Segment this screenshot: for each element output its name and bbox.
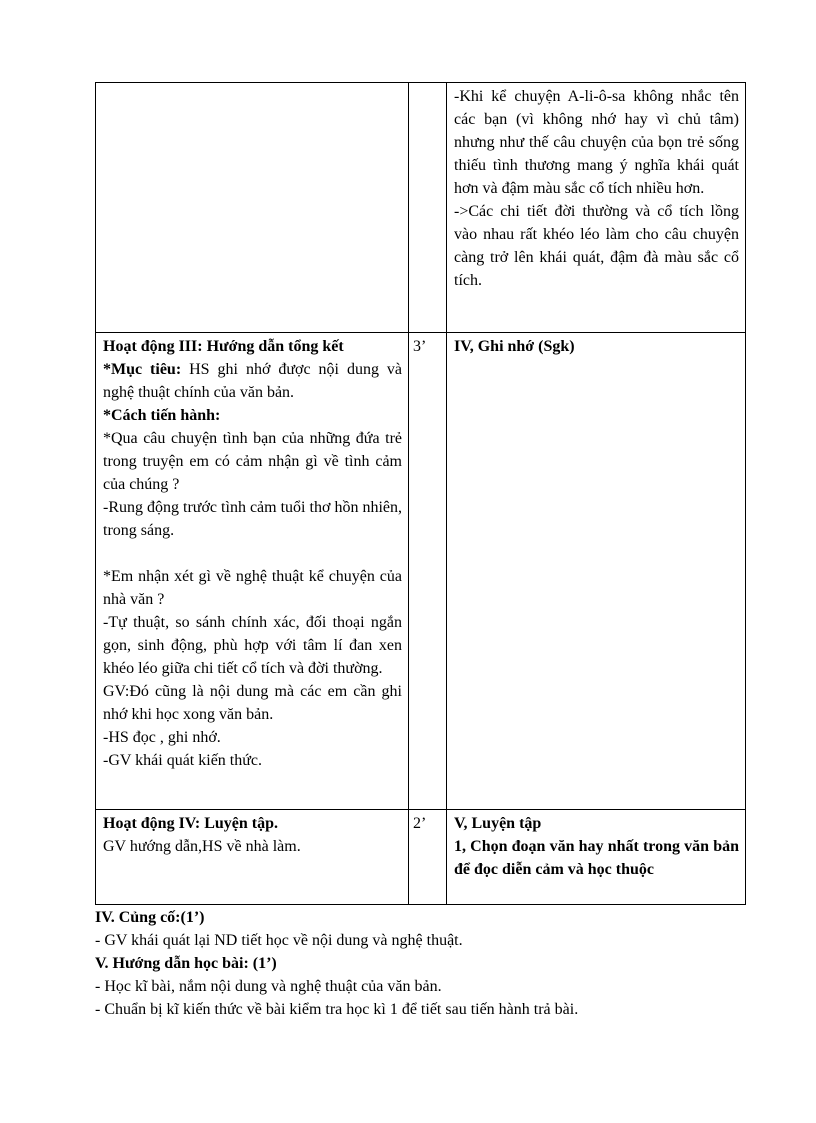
guide-item: - Chuẩn bị kĩ kiến thức về bài kiểm tra học kì 1 để tiết sau tiến hành trả bài.	[95, 1001, 579, 1018]
section-title: V, Luyện tập	[454, 815, 542, 832]
lesson-plan-table	[95, 82, 746, 905]
consolidate-text: - GV khái quát lại ND tiết học về nội dung và nghệ thuật.	[95, 932, 463, 949]
activity-cell	[96, 810, 409, 905]
question: *Qua câu chuyện tình bạn của những đứa trẻ trong truyện em có cảm nhận gì về tình cảm của chúng ?	[103, 430, 402, 493]
activity-cell	[96, 83, 409, 333]
student-note: -HS đọc , ghi nhớ.	[103, 729, 221, 746]
guide-title: V. Hướng dẫn học bài: (1’)	[95, 955, 277, 972]
table-row	[96, 810, 746, 905]
content-cell	[447, 83, 746, 333]
time-cell	[409, 333, 447, 810]
content-cell	[447, 333, 746, 810]
lesson-footer	[95, 906, 775, 1021]
table-row	[96, 333, 746, 810]
activity-heading: Hoạt động IV: Luyện tập.	[103, 815, 279, 832]
activity-text: GV hướng dẫn,HS về nhà làm.	[103, 838, 301, 855]
teacher-note: GV:Đó cũng là nội dung mà các em cần ghi nhớ khi học xong văn bản.	[103, 683, 402, 723]
question: *Em nhận xét gì về nghệ thuật kể chuyện của nhà văn ?	[103, 568, 402, 608]
goal-label: *Mục tiêu:	[103, 361, 182, 378]
content-paragraph: ->Các chi tiết đời thường và cổ tích lồng vào nhau rất khéo léo làm cho câu chuyện càng trở lên khái quát, đậm đà màu sắc cổ tích.	[454, 203, 739, 289]
content-cell	[447, 810, 746, 905]
answer: -Tự thuật, so sánh chính xác, đối thoại ngắn gọn, sinh động, phù hợp với tâm lí đan xen khéo léo giữa chi tiết cổ tích và đời thường.	[103, 614, 402, 677]
method-label: *Cách tiến hành:	[103, 407, 221, 424]
goal-line	[103, 358, 402, 404]
activity-heading: Hoạt động III: Hướng dẫn tổng kết	[103, 338, 344, 355]
time-value: 3’	[413, 338, 427, 355]
time-value: 2’	[413, 815, 427, 832]
activity-cell	[96, 333, 409, 810]
content-paragraph: -Khi kể chuyện A-li-ô-sa không nhắc tên các bạn (vì không nhớ hay vì chủ tâm) nhưng như thế câu chuyện của bọn trẻ sống thiếu tình thương mang ý nghĩa khái quát hơn và đậm màu sắc cổ tích nhiều hơn.	[454, 88, 739, 197]
teacher-note: -GV khái quát kiến thức.	[103, 752, 263, 769]
guide-item: - Học kĩ bài, nắm nội dung và nghệ thuật của văn bản.	[95, 978, 442, 995]
answer: -Rung động trước tình cảm tuổi thơ hồn nhiên, trong sáng.	[103, 499, 402, 539]
time-cell	[409, 810, 447, 905]
table-row	[96, 83, 746, 333]
exercise-item: 1, Chọn đoạn văn hay nhất trong văn bản để đọc diễn cảm và học thuộc	[454, 838, 739, 878]
goal-text: HS ghi nhớ được nội dung và nghệ thuật chính của văn bản.	[103, 361, 403, 401]
section-title: IV, Ghi nhớ (Sgk)	[454, 338, 575, 355]
consolidate-title: IV. Củng cố:(1’)	[95, 909, 205, 926]
time-cell	[409, 83, 447, 333]
